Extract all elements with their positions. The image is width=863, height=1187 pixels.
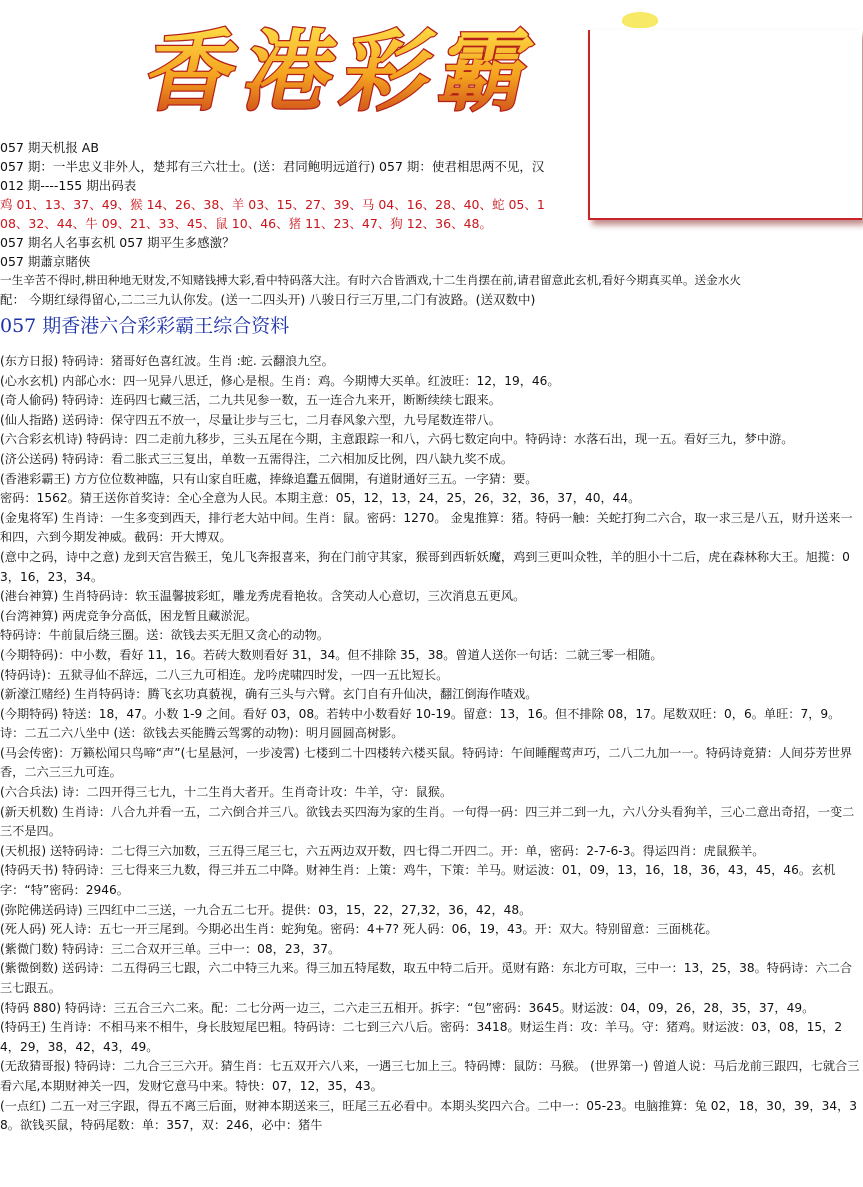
paragraph: (台湾神算) 两虎竞争分高低，困龙暂且藏淤泥。 [0, 608, 258, 623]
paragraph: (死人码) 死人诗：五七一开三尾到。今期必出生肖：蛇狗兔。密码：4+7? 死人码：06，19，43。开：双大。特别留意：三面桃花。 [0, 922, 718, 937]
paragraph: (天机报) 送特码诗：二七得三六加数，三五得三尾三七，六五两边双开数，四七得二开四二。开：单，密码：2-7-6-3。得运四肖：虎鼠猴羊。 [0, 843, 765, 858]
paragraph: (一点红) 二五一对三字跟，得五不离三后面，财神本期送来三，旺尾三五必看中。本期头奖四六合。二中一：05-23。电脑推算：兔 02，18，30，39，34，38。欲钱买鼠，特码尾数：单：357，双：246，必中：猪牛 [0, 1098, 858, 1133]
paragraph: (仙人指路) 送码诗：保守四五不放一，尽量让步与三七，二月春风象六型，九号尾数连带八。 [0, 412, 501, 427]
paragraph: (六合彩玄机诗) 特码诗：四二走前九移步，三头五尾在今期，主意跟踪一和八，六码七数定向中。特码诗：水落石出，现一五。看好三九，梦中游。 [0, 432, 794, 447]
sparkle-icon [622, 12, 658, 28]
top-section [0, 138, 863, 339]
paragraph: (心水玄机) 内部心水：四一见异八思迁，修心是根。生肖：鸡。今期博大买单。红波旺：12，19，46。 [0, 373, 560, 388]
paragraph: (今期特码) 特送：18，47。小数 1-9 之间。看好 03，08。若转中小数看好 10-19。留意：13，16。但不排除 08，17。尾数双旺：0，6。单旺：7，9。诗：二五二六八坐中 (送：欲钱去买能腾云驾雾的动物)：明月圆圆高树影。 [0, 706, 841, 741]
paragraph: (特码天书) 特码诗：三七得来三九数，得三并五二中降。财神生肖：上策：鸡牛，下策：羊马。财运波：01，09，13，16，18，36，43，45，46。玄机字：“特”密码：2946。 [0, 863, 836, 898]
paragraph: (特码王) 生肖诗：不相马来不相牛，身长肢短尾巴粗。特码诗：二七到三六八后。密码：3418。财运生肖：攻：羊马。守：猪鸡。财运波：03，08，15，24，29，38，42，43，49。 [0, 1020, 843, 1054]
top-line: 012 期----155 期出码表 [0, 178, 137, 193]
paragraph: (紫微门数) 特码诗：三二合双开三单。三中一：08，23，37。 [0, 941, 341, 956]
paragraph: (意中之码，诗中之意) 龙到天宫告猴王，兔儿飞奔报喜来，狗在门前守其家，猴哥到西斩妖魔，鸡到三更叫众牲，羊的胆小十二后，虎在森林称大王。旭揽：03，16，23，34。 [0, 549, 850, 584]
paragraph: (济公送码) 特码诗：看二胀式三三复出，单数一五需得注，二六相加反比例，四八缺九奖不成。 [0, 451, 514, 466]
paragraph: (香港彩霸王) 方方位位数神臨，只有山家自旺處，捧綠追蠢五個開，有道財通好三五。一字猜：要。 [0, 471, 538, 486]
paragraph: (特码诗)：五狱寻仙不辞远，二八三九可相连。龙吟虎啸四时发，一四一五比短长。 [0, 667, 449, 682]
paragraph: (紫微倒数) 送码诗：二五得码三七跟，六二中特三九来。得三加五特尾数，取五中特二后开。觅财有路：东北方可取，三中一：13，25，38。特码诗：六二合三七跟五。 [0, 961, 853, 995]
paragraph: (马会传密)：万籁松闻只鸟啼“声”(七星悬河，一步凌霄) 七楼到二十四楼转六楼买鼠。特码诗：午间睡醒莺声巧，二八二九加一一。特码诗竟猜：人间芬芳世界香，二六三三九可连。 [0, 745, 853, 780]
paragraph: 密码：1562。猜王送你首奖诗：全心全意为人民。本期主意：05，12，13，24，25，26，32，36，37，40，44。 [0, 491, 641, 506]
paragraph: (弥陀佛送码诗) 三四红中二三送，一九合五二七开。提供：03，15，22，27,32，36，42，48。 [0, 902, 532, 917]
banner-title: 香港彩霸 [137, 18, 552, 123]
top-line: 一生辛苦不得时,耕田种地无财发,不知赌钱搏大彩,看中特码落大注。有时六合皆酒戏,十二生肖摆在前,请君留意此玄机,看好今期真买单。送金水火 [0, 273, 741, 287]
paragraph: 特码诗：牛前鼠后绕三圈。送：欲钱去买无胆又贪心的动物。 [0, 628, 330, 643]
top-line: 057 期名人名事玄机 057 期平生多感激？ [0, 235, 235, 250]
paragraph: (新天机数) 生肖诗：八合九并看一五，二六倒合并三八。欲钱去买四海为家的生肖。一句得一码：四三并二到一九，六八分头看狗羊，三心二意出奇招，一变二三不是四。 [0, 804, 855, 839]
content-body [0, 352, 860, 1136]
paragraph: (港台神算) 生肖特码诗：软玉温馨披彩虹，雕龙秀虎看艳妆。含笑动人心意切，三次消息五更风。 [0, 589, 526, 604]
paragraph: (东方日报) 特码诗：猪哥好色喜红波。生肖 :蛇. 云翻浪九空。 [0, 354, 334, 368]
paragraph: (奇人偷码) 特码诗：连码四七藏三活，二九共见参一数，五一连合九来开，断断续续七跟来。 [0, 393, 501, 408]
paragraph: (六合兵法) 诗：二四开得三七九，十二生肖大者开。生肖奇计攻：牛羊，守：鼠猴。 [0, 785, 453, 800]
paragraph: (今期特码)：中小数，看好 11，16。若砖大数则看好 31，34。但不排除 35，38。曾道人送你一句话：二就三零一相随。 [0, 647, 663, 662]
paragraph: (新濠江赌经) 生肖特码诗：腾飞玄功真藐视，确有三头与六臂。玄门自有升仙决，翻江倒海作喳戏。 [0, 687, 538, 702]
banner-logo [120, 10, 570, 130]
zodiac-number-line: 鸡 01、13、37、49、猴 14、26、38、羊 03、15、27、39、马 04、16、28、40、蛇 05、1 [0, 197, 545, 212]
paragraph: (特码 880) 特码诗：三五合三六二来。配：二七分两一边三，二六走三五相开。拆字：“包”密码：3645。财运波：04，09，26，28，35，37，49。 [0, 1000, 815, 1015]
zodiac-number-line: 08、32、44、牛 09、21、33、45、鼠 10、46、猪 11、23、47、狗 12、36、48。 [0, 216, 492, 231]
top-line: 057 期：一半忠义非外人，楚邦有三六壮士。(送：君同鲍明远道行) 057 期：使君相思两不见，汉 [0, 159, 545, 174]
section-title: 057 期香港六合彩彩霸王综合资料 [0, 315, 290, 337]
paragraph: (金鬼将军) 生肖诗：一生多变到西天，排行老大站中间。生肖：鼠。密码：1270。 金鬼推算：猪。特码一触：关蛇打狗二六合，取一求三是八五，财升送来一和四，六到今期发神威。截码：开大博双。 [0, 510, 853, 545]
paragraph: (无敌猜哥报) 特码诗：二九合三三六开。猜生肖：七五双开六八来，一遇三七加上三。特码博：鼠防：马猴。 (世界第一) 曾道人说：马后龙前三跟四，七就合三看六尾,本期财神关一四，发财它意马中来。特快：07，12，35，43。 [0, 1059, 860, 1093]
top-line: 057 期天机报 AB [0, 140, 99, 155]
top-line: 配： 今期红绿得留心,二二三九认你发。(送一二四头开) 八骏日行三万里,二门有波路。(送双数中) [0, 292, 536, 307]
top-line: 057 期蕭京賭俠 [0, 254, 91, 269]
